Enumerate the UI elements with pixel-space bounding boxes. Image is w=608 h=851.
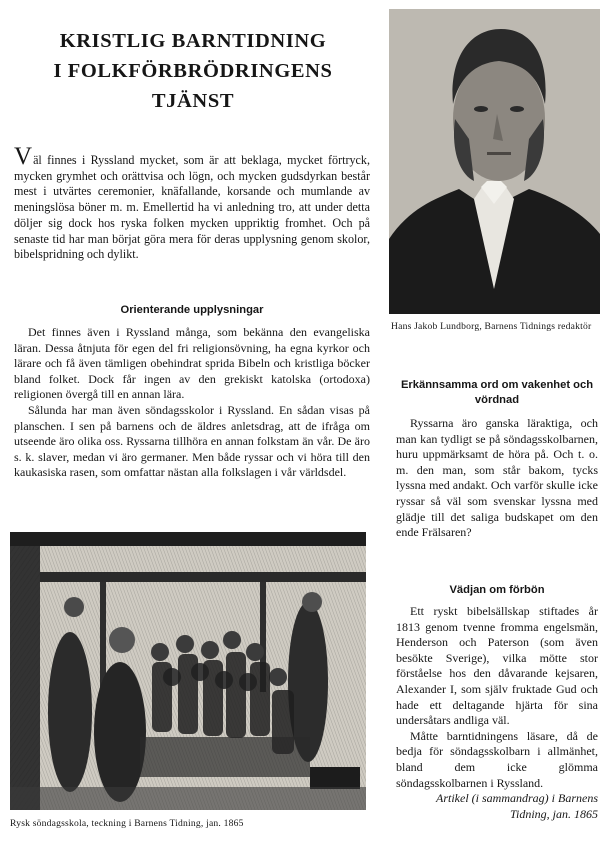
intro-paragraph [14, 143, 370, 263]
illustration-caption: Rysk söndagsskola, teckning i Barnens Tidning, jan. 1865 [10, 818, 244, 829]
engraving-image [10, 532, 366, 810]
section-paragraph: Sålunda har man även söndagsskolor i Ryssland. En sådan visas på planschen. I sen på barnens och de äldres anletsdrag, att de ifråga om utseende äro olika oss. Ryssarna tillhöra en annan folkstam än vår. De äro s. k. slaver, medan vi äro germaner. Men både ryssar och vi höra till den kaukasiska rasen, som omfattar nästan alla folkslagen i vår världsdel. [14, 402, 370, 480]
section-heading-orientation: Orienterande upplysningar [120, 304, 264, 316]
section-paragraph: Det finnes även i Ryssland många, som bekänna den evangeliska läran. Dessa åtnjuta för egen del fri religionsövning, ha egna kyrkor och lärare och få även tämligen obehindrat sprida Bibeln och kristliga böcker bland folket. Dock får ingen av den grekiskt katolska (ortodoxa) religionen övergå till en annan lära. [14, 325, 370, 402]
article-title [14, 26, 372, 116]
section-orientation-body [14, 325, 370, 481]
title-line-3: TJÄNST [151, 90, 235, 112]
section-heading-recognition: Erkännsamma ord om vakenhet och vördnad [400, 379, 594, 406]
article-attribution: Artikel (i sammandrag) i Barnens Tidning, jan. 1865 [436, 791, 598, 821]
section-prayer-body [396, 604, 598, 791]
intro-text: äl finnes i Ryssland mycket, som är att beklaga, mycket förtryck, mycken grymhet och orättvisa och lögn, och mycken gudsdyrkan består mest i utvärtes ceremonier, knäfallande, korsande och mumlande av meningslösa böner m. m. Emellertid ha vi anledning tro, att under detta döljer sig dock hos ryska folken mycken uppriktig fromhet. Och på senaste tid har man börjat göra mera för deras upplysning genom skolor, bibelspridning och dylikt. [14, 153, 370, 262]
section-paragraph: Ett ryskt bibelsällskap stiftades år 1813 genom tvenne fromma engelsmän, Henderson och Paterson (som även besökte Sverige), vilka mötte stor förståelse hos den dåvarande kejsaren, Alexander I, som själv fruktade Gud och hade ett deltagande hjärta för sina undersåtars andliga väl. [396, 604, 598, 728]
drop-cap: V [14, 143, 33, 170]
portrait-image [389, 9, 600, 314]
section-recognition-body [396, 416, 598, 541]
section-paragraph: Måtte barntidningens läsare, då de bedja för söndagsskolbarn i allmänhet, bland dem icke glömma söndagsskolbarnen i Ryssland. [396, 728, 598, 790]
section-paragraph: Ryssarna äro ganska läraktiga, och man kan tydligt se på söndagsskolbarnen, huru uppmärksamt de höra på. Och t. o. m. den man, som står bakom, tycks lyssna med andakt. Och varför skulle icke ryssar så väl som svenskar lyssna med glädje till det saliga budskapet om den ende Frälsaren? [396, 416, 598, 540]
portrait-photo [389, 9, 600, 314]
title-line-1: KRISTLIG BARNTIDNING [59, 30, 327, 52]
sunday-school-illustration [10, 532, 366, 810]
section-heading-prayer: Vädjan om förbön [449, 584, 545, 596]
portrait-caption: Hans Jakob Lundborg, Barnens Tidnings redaktör [391, 321, 592, 332]
title-line-2: I FOLKFÖRBRÖDRINGENS [53, 60, 333, 82]
